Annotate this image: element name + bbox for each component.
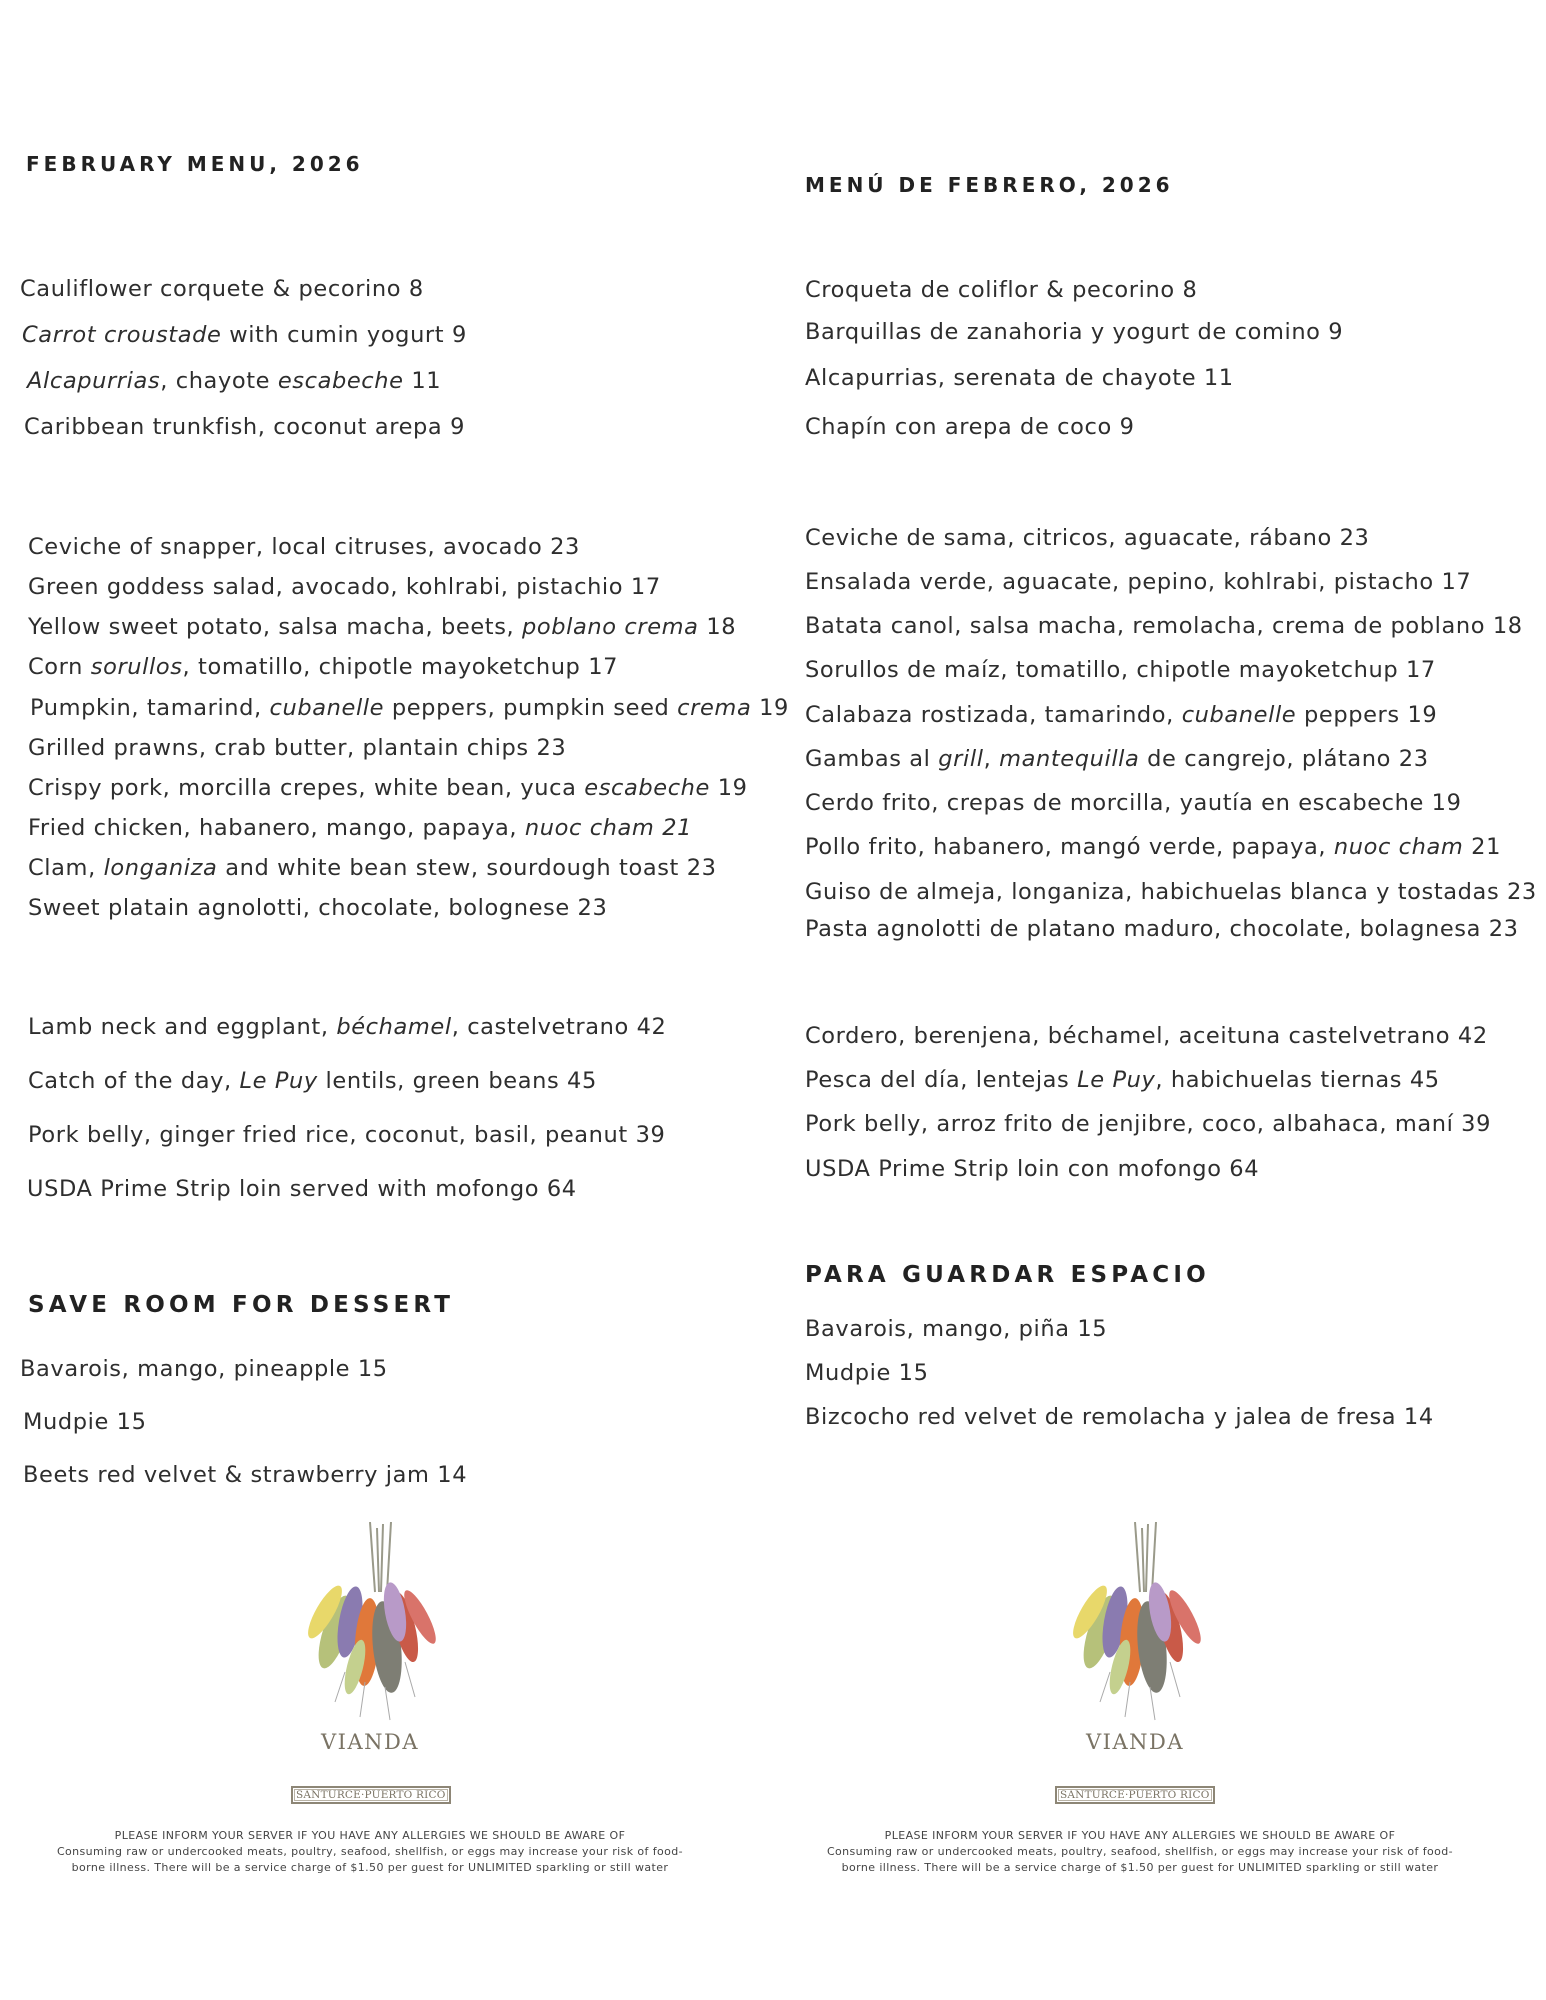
menu-item bbox=[28, 775, 748, 801]
menu-item bbox=[28, 815, 692, 841]
root-vegetable-bundle-icon bbox=[1060, 1522, 1220, 1722]
menu-item-text: 19 bbox=[709, 775, 748, 801]
menu-item-text: Pasta agnolotti de platano maduro, chocolate, bolagnesa 23 bbox=[805, 916, 1519, 942]
menu-title: MENÚ DE FEBRERO, 2026 bbox=[805, 173, 1174, 197]
menu-item-text: Gambas al bbox=[805, 746, 939, 772]
menu-item-italic-text: cubanelle bbox=[269, 695, 385, 721]
menu-item-italic-text: poblano crema bbox=[522, 614, 699, 640]
menu-item-text: Bavarois, mango, piña 15 bbox=[805, 1316, 1108, 1342]
dessert-heading: SAVE ROOM FOR DESSERT bbox=[28, 1292, 455, 1318]
location-badge: SANTURCE·PUERTO RICO bbox=[291, 1786, 451, 1804]
menu-item bbox=[23, 1462, 467, 1488]
menu-item-text: Barquillas de zanahoria y yogurt de comino 9 bbox=[805, 319, 1344, 345]
menu-item-text: USDA Prime Strip loin con mofongo 64 bbox=[805, 1156, 1260, 1182]
disclaimer-line: Consuming raw or undercooked meats, poultry, seafood, shellfish, or eggs may increase your risk of food- bbox=[56, 1845, 684, 1858]
menu-item bbox=[30, 695, 789, 721]
menu-item bbox=[805, 1023, 1488, 1049]
menu-item-text: Mudpie 15 bbox=[23, 1409, 147, 1435]
menu-item-text: Mudpie 15 bbox=[805, 1360, 929, 1386]
menu-item-text: Grilled prawns, crab butter, plantain chips 23 bbox=[28, 735, 567, 761]
menu-item bbox=[28, 534, 580, 560]
menu-item bbox=[28, 614, 736, 640]
menu-item bbox=[28, 1014, 666, 1040]
menu-item bbox=[805, 1404, 1434, 1430]
menu-item-italic-text: sorullos bbox=[90, 654, 183, 680]
menu-item bbox=[28, 574, 661, 600]
menu-item-text: Caribbean trunkfish, coconut arepa 9 bbox=[24, 414, 465, 440]
disclaimer-line: borne illness. There will be a service charge of $1.50 per guest for UNLIMITED sparkling or still water bbox=[841, 1861, 1439, 1874]
menu-item bbox=[28, 654, 618, 680]
menu-item-italic-text: béchamel bbox=[336, 1014, 452, 1040]
menu-item-text: Pork belly, arroz frito de jenjibre, coco, albahaca, maní 39 bbox=[805, 1111, 1492, 1137]
menu-item-text: Ceviche de sama, citricos, aguacate, rábano 23 bbox=[805, 525, 1370, 551]
menu-item bbox=[28, 1068, 597, 1094]
menu-item bbox=[805, 525, 1369, 551]
menu-item-text: Beets red velvet & strawberry jam 14 bbox=[23, 1462, 468, 1488]
menu-item-italic-text: crema bbox=[677, 695, 752, 721]
menu-item bbox=[805, 702, 1437, 728]
menu-item-text: and white bean stew, sourdough toast 23 bbox=[217, 855, 717, 881]
location-badge: SANTURCE·PUERTO RICO bbox=[1055, 1786, 1215, 1804]
menu-item-text: Sweet platain agnolotti, chocolate, bolognese 23 bbox=[28, 895, 608, 921]
menu-item-italic-text: Le Puy bbox=[1077, 1067, 1156, 1093]
menu-item bbox=[28, 895, 607, 921]
menu-item bbox=[805, 1360, 929, 1386]
menu-item bbox=[22, 322, 467, 348]
menu-item-text: Guiso de almeja, longaniza, habichuelas blanca y tostadas 23 bbox=[805, 879, 1537, 905]
menu-item-text: peppers 19 bbox=[1296, 702, 1438, 728]
menu-item bbox=[805, 1156, 1259, 1182]
menu-item-text: , tomatillo, chipotle mayoketchup 17 bbox=[182, 654, 619, 680]
menu-item-text: Lamb neck and eggplant, bbox=[28, 1014, 337, 1040]
menu-item-italic-text: longaniza bbox=[103, 855, 218, 881]
menu-item bbox=[805, 657, 1436, 683]
menu-item-text: 21 bbox=[1463, 834, 1502, 860]
menu-item bbox=[805, 1067, 1440, 1093]
menu-item-text: Bavarois, mango, pineapple 15 bbox=[20, 1356, 388, 1382]
menu-item-italic-text: Carrot croustade bbox=[22, 322, 222, 348]
menu-item-text: 18 bbox=[698, 614, 737, 640]
menu-item-text: peppers, pumpkin seed bbox=[384, 695, 678, 721]
menu-item bbox=[805, 916, 1519, 942]
menu-item-italic-text: mantequilla bbox=[999, 746, 1140, 772]
disclaimer-line: PLEASE INFORM YOUR SERVER IF YOU HAVE ANY ALLERGIES WE SHOULD BE AWARE OF bbox=[114, 1829, 626, 1842]
menu-item-italic-text: escabeche bbox=[584, 775, 710, 801]
menu-item bbox=[805, 879, 1537, 905]
dessert-heading: PARA GUARDAR ESPACIO bbox=[805, 1262, 1210, 1288]
menu-item-text: Croqueta de coliflor & pecorino 8 bbox=[805, 277, 1198, 303]
menu-item-text: Calabaza rostizada, tamarindo, bbox=[805, 702, 1182, 728]
brand-name: VIANDA bbox=[320, 1730, 419, 1754]
menu-item-text: Pumpkin, tamarind, bbox=[30, 695, 270, 721]
menu-item-italic-text: Le Puy bbox=[239, 1068, 318, 1094]
brand-name: VIANDA bbox=[1085, 1730, 1184, 1754]
allergy-disclaimer bbox=[815, 1828, 1465, 1876]
menu-item bbox=[805, 746, 1429, 772]
allergy-disclaimer bbox=[45, 1828, 695, 1876]
menu-item bbox=[805, 613, 1523, 639]
disclaimer-line: borne illness. There will be a service charge of $1.50 per guest for UNLIMITED sparkling or still water bbox=[71, 1861, 669, 1874]
menu-item bbox=[805, 1111, 1491, 1137]
menu-item-text: Batata canol, salsa macha, remolacha, crema de poblano 18 bbox=[805, 613, 1523, 639]
menu-item-text: Fried chicken, habanero, mango, papaya, bbox=[28, 815, 525, 841]
menu-item bbox=[27, 368, 441, 394]
menu-item bbox=[24, 414, 465, 440]
menu-item bbox=[23, 1409, 147, 1435]
menu-item bbox=[805, 319, 1343, 345]
menu-item-text: Ceviche of snapper, local citruses, avocado 23 bbox=[28, 534, 580, 560]
menu-item bbox=[28, 735, 566, 761]
menu-item-italic-text: Alcapurrias bbox=[27, 368, 161, 394]
menu-title: FEBRUARY MENU, 2026 bbox=[26, 152, 364, 176]
menu-item bbox=[28, 1122, 665, 1148]
menu-item bbox=[28, 855, 717, 881]
menu-item-text: Catch of the day, bbox=[28, 1068, 240, 1094]
root-vegetable-bundle-icon bbox=[295, 1522, 455, 1722]
menu-item bbox=[805, 277, 1197, 303]
menu-item bbox=[805, 834, 1501, 860]
menu-item bbox=[805, 790, 1462, 816]
menu-item-text: 19 bbox=[751, 695, 789, 721]
menu-item bbox=[20, 276, 424, 302]
menu-item bbox=[805, 1316, 1107, 1342]
spanish-menu bbox=[773, 0, 1546, 2000]
menu-item-italic-text: cubanelle bbox=[1181, 702, 1297, 728]
menu-item-text: de cangrejo, plátano 23 bbox=[1139, 746, 1429, 772]
menu-item-italic-text: nuoc cham bbox=[1333, 834, 1464, 860]
disclaimer-line: Consuming raw or undercooked meats, poultry, seafood, shellfish, or eggs may increase your risk of food- bbox=[826, 1845, 1454, 1858]
menu-item-text: lentils, green beans 45 bbox=[317, 1068, 597, 1094]
menu-item-text: Bizcocho red velvet de remolacha y jalea de fresa 14 bbox=[805, 1404, 1434, 1430]
menu-item-text: Cauliflower corquete & pecorino 8 bbox=[20, 276, 424, 302]
menu-item-text: Pollo frito, habanero, mangó verde, papaya, bbox=[805, 834, 1334, 860]
menu-item-text: , bbox=[983, 746, 1000, 772]
menu-item-text: Yellow sweet potato, salsa macha, beets, bbox=[28, 614, 523, 640]
menu-item-text: , castelvetrano 42 bbox=[451, 1014, 667, 1040]
menu-item-text: , habichuelas tiernas 45 bbox=[1155, 1067, 1440, 1093]
menu-item-text: Pesca del día, lentejas bbox=[805, 1067, 1078, 1093]
menu-item-italic-text: grill bbox=[938, 746, 984, 772]
menu-item-text: Sorullos de maíz, tomatillo, chipotle mayoketchup 17 bbox=[805, 657, 1436, 683]
menu-item bbox=[20, 1356, 388, 1382]
menu-item-text: Green goddess salad, avocado, kohlrabi, pistachio 17 bbox=[28, 574, 661, 600]
menu-item-text: Crispy pork, morcilla crepes, white bean, yuca bbox=[28, 775, 585, 801]
menu-item-text: Pork belly, ginger fried rice, coconut, basil, peanut 39 bbox=[28, 1122, 666, 1148]
menu-item-text: Cordero, berenjena, béchamel, aceituna castelvetrano 42 bbox=[805, 1023, 1488, 1049]
menu-item bbox=[805, 569, 1471, 595]
menu-item-text: Clam, bbox=[28, 855, 104, 881]
menu-item bbox=[805, 365, 1234, 391]
menu-item-italic-text: escabeche bbox=[277, 368, 404, 394]
menu-item bbox=[27, 1176, 577, 1202]
menu-item-text: , chayote bbox=[160, 368, 278, 394]
menu-item-italic-text: nuoc cham 21 bbox=[524, 815, 693, 841]
menu-item-text: 11 bbox=[403, 368, 442, 394]
menu-item-text: Alcapurrias, serenata de chayote 11 bbox=[805, 365, 1234, 391]
menu-item-text: Ensalada verde, aguacate, pepino, kohlrabi, pistacho 17 bbox=[805, 569, 1472, 595]
menu-item-text: Cerdo frito, crepas de morcilla, yautía en escabeche 19 bbox=[805, 790, 1462, 816]
menu-item-text: Corn bbox=[28, 654, 91, 680]
menu-item-text: USDA Prime Strip loin served with mofongo 64 bbox=[27, 1176, 577, 1202]
menu-item-text: with cumin yogurt 9 bbox=[221, 322, 467, 348]
disclaimer-line: PLEASE INFORM YOUR SERVER IF YOU HAVE ANY ALLERGIES WE SHOULD BE AWARE OF bbox=[884, 1829, 1396, 1842]
menu-item-text: Chapín con arepa de coco 9 bbox=[805, 414, 1135, 440]
menu-item bbox=[805, 414, 1134, 440]
